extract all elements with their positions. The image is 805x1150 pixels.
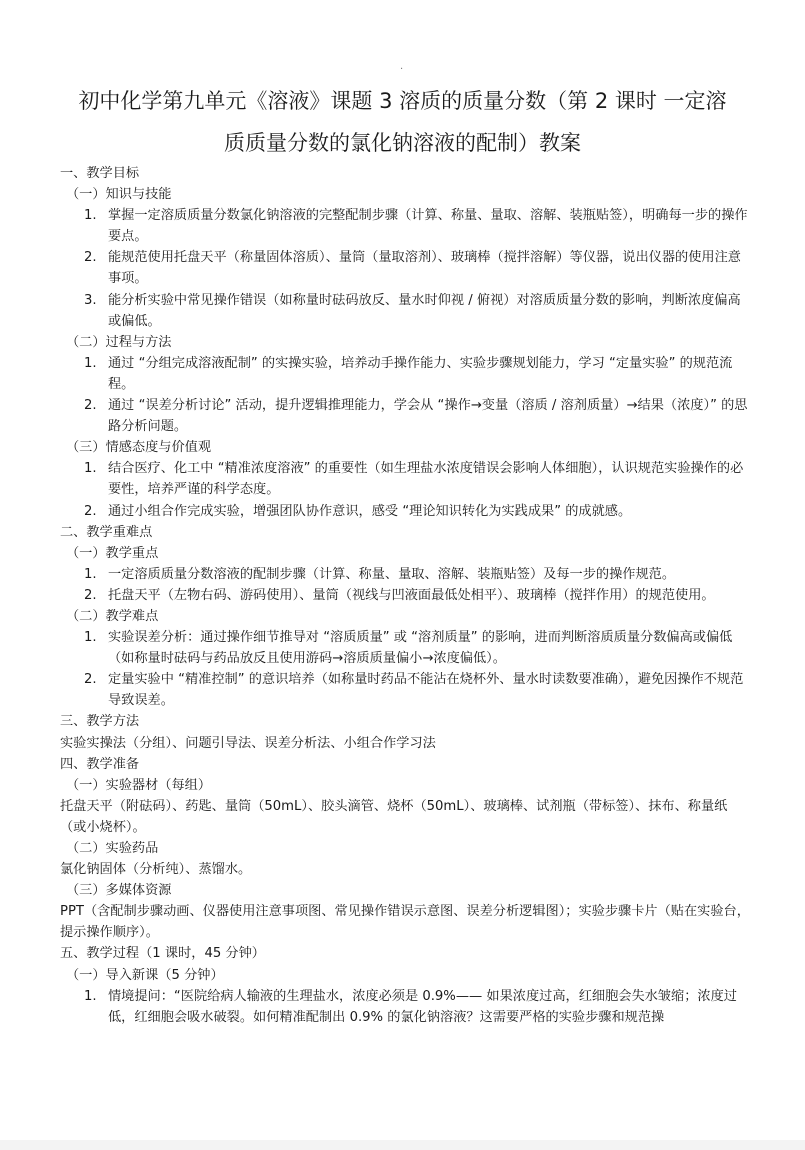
list-item-number: 1.	[84, 566, 97, 582]
list-item-number: 2.	[84, 587, 97, 603]
section-heading: 三、教学方法	[60, 714, 140, 730]
list-item-number: 2.	[84, 672, 97, 688]
list-item	[60, 247, 750, 289]
list-item-text: 一定溶质质量分数溶液的配制步骤（计算、称量、量取、溶解、装瓶贴签）及每一步的操作规范。	[108, 566, 676, 582]
list-item-text: 通过 “误差分析讨论” 活动，提升逻辑推理能力，学会从 “操作→变量（溶质 / 溶剂质量）→结果（浓度）” 的思路分析问题。	[108, 398, 748, 435]
list-item-text: 能分析实验中常见操作错误（如称量时砝码放反、量水时仰视 / 俯视）对溶质质量分数的影响，判断浓度偏高或偏低。	[108, 292, 741, 329]
section-heading: 五、教学过程（1 课时，45 分钟）	[60, 946, 265, 962]
paragraph: 实验实操法（分组）、问题引导法、误差分析法、小组合作学习法	[60, 735, 436, 751]
list-item-number: 1.	[84, 461, 97, 477]
list-item	[60, 627, 750, 669]
list-item-text: 通过 “分组完成溶液配制” 的实操实验，培养动手操作能力、实验步骤规划能力，学习 “定量实验” 的规范流程。	[108, 355, 733, 392]
subsection-heading: （一）教学重点	[66, 545, 159, 561]
subsection-heading: （二）实验药品	[66, 841, 159, 856]
list-item	[60, 458, 750, 500]
list-item	[60, 585, 750, 606]
subsection-heading: （二）教学难点	[66, 608, 159, 624]
page-bottom-edge	[0, 1140, 805, 1150]
list-item-text: 情境提问：“医院给病人输液的生理盐水，浓度必须是 0.9%—— 如果浓度过高，红细胞会失水皱缩；浓度过低，红细胞会吸水破裂。如何精准配制出 0.9% 的氯化钠溶液？这需要严格的实验步骤和规范操	[108, 988, 737, 1025]
list-item-number: 2.	[84, 503, 97, 519]
list-item-number: 3.	[84, 292, 97, 308]
list-item-number: 2.	[84, 250, 97, 266]
list-item	[60, 564, 750, 585]
list-item	[60, 986, 750, 1028]
paragraph: PPT（含配制步骤动画、仪器使用注意事项图、常见操作错误示意图、误差分析逻辑图）；实验步骤卡片（贴在实验台，提示操作顺序）。	[60, 904, 750, 941]
list-item-number: 1.	[84, 355, 97, 371]
subsection-heading: （一）导入新课（5 分钟）	[66, 967, 224, 983]
list-item-text: 实验误差分析：通过操作细节推导对 “溶质质量” 或 “溶剂质量” 的影响，进而判断溶质质量分数偏高或偏低（如称量时砝码与药品放反且使用游码→溶质质量偏小→浓度偏低）。	[108, 630, 733, 667]
title-line-1: 初中化学第九单元《溶液》课题 3 溶质的质量分数（第 2 课时 一定溶	[78, 89, 727, 113]
page-dot: ·	[400, 64, 404, 75]
document-body	[60, 163, 750, 1028]
list-item-number: 2.	[84, 398, 97, 414]
list-item-text: 掌握一定溶质质量分数氯化钠溶液的完整配制步骤（计算、称量、量取、溶解、装瓶贴签），明确每一步的操作要点。	[108, 208, 748, 245]
list-item	[60, 290, 750, 332]
list-item-number: 1.	[84, 630, 97, 646]
section-heading: 四、教学准备	[60, 756, 140, 772]
list-item	[60, 395, 750, 437]
paragraph: 托盘天平（附砝码）、药匙、量筒（50mL）、胶头滴管、烧杯（50mL）、玻璃棒、试剂瓶（带标签）、抹布、称量纸（或小烧杯）。	[60, 798, 728, 835]
list-item	[60, 353, 750, 395]
paragraph: 氯化钠固体（分析纯）、蒸馏水。	[60, 862, 252, 878]
subsection-heading: （一）知识与技能	[66, 187, 172, 203]
subsection-heading: （三）多媒体资源	[66, 883, 172, 899]
subsection-heading: （二）过程与方法	[66, 334, 172, 350]
section-heading: 二、教学重难点	[60, 524, 153, 540]
list-item	[60, 205, 750, 247]
title-line-2: 质质量分数的氯化钠溶液的配制）教案	[224, 131, 581, 155]
list-item-number: 1.	[84, 988, 97, 1004]
document-title	[30, 80, 775, 164]
list-item	[60, 501, 750, 522]
list-item-text: 能规范使用托盘天平（称量固体溶质）、量筒（量取溶剂）、玻璃棒（搅拌溶解）等仪器，说出仪器的使用注意事项。	[108, 250, 741, 287]
subsection-heading: （三）情感态度与价值观	[66, 440, 212, 456]
list-item-text: 通过小组合作完成实验，增强团队协作意识，感受 “理论知识转化为实践成果” 的成就感。	[108, 503, 632, 519]
list-item-text: 托盘天平（左物右码、游码使用）、量筒（视线与凹液面最低处相平）、玻璃棒（搅拌作用）的规范使用。	[108, 587, 715, 603]
subsection-heading: （一）实验器材（每组）	[66, 777, 212, 793]
list-item-text: 定量实验中 “精准控制” 的意识培养（如称量时药品不能沾在烧杯外、量水时读数要准确），避免因操作不规范导致误差。	[108, 672, 744, 709]
list-item-number: 1.	[84, 208, 97, 224]
list-item-text: 结合医疗、化工中 “精准浓度溶液” 的重要性（如生理盐水浓度错误会影响人体细胞），认识规范实验操作的必要性，培养严谨的科学态度。	[108, 461, 744, 498]
list-item	[60, 669, 750, 711]
section-heading: 一、教学目标	[60, 166, 140, 181]
